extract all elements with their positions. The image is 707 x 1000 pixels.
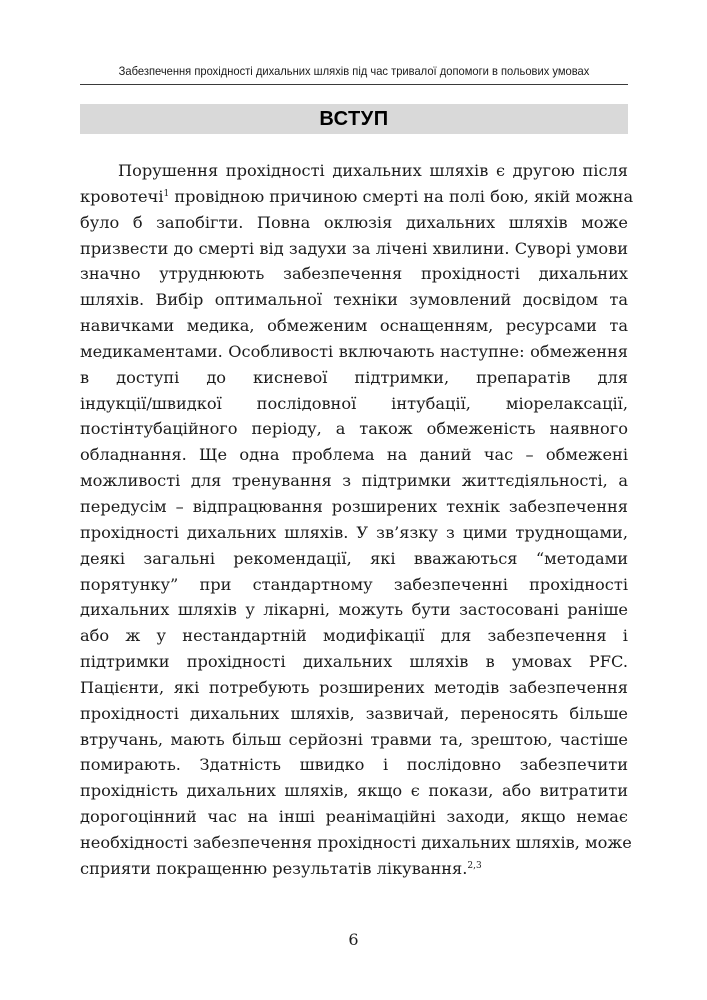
- footnote-ref: 2,3: [467, 860, 482, 871]
- text-line: втручань, мають більш серйозні травми та, зрештою, частіше: [80, 729, 628, 749]
- text-line: необхідності забезпечення прохідності дихальних шляхів, може: [80, 832, 632, 852]
- text-line: дорогоцінний час на інші реанімаційні заходи, якщо немає: [80, 807, 628, 827]
- header-rule: [80, 84, 628, 85]
- text-line: медикаментами. Особливості включають наступне: обмеження: [80, 341, 628, 361]
- running-header: Забезпечення прохідності дихальних шляхів під час тривалої допомоги в польових умовах: [118, 64, 590, 78]
- text-line: прохідність дихальних шляхів, якщо є покази, або витратити: [80, 781, 628, 801]
- text-line: [80, 184, 634, 210]
- page-number: 6: [348, 930, 359, 949]
- text-line: індукції/швидкої послідовної інтубації, міорелаксації,: [80, 393, 628, 413]
- text-line: навичками медика, обмеженим оснащенням, ресурсами та: [80, 316, 628, 336]
- section-heading-bar: [80, 104, 628, 134]
- text-line: обладнання. Ще одна проблема на даний час – обмежені: [80, 445, 628, 465]
- text-line: прохідності дихальних шляхів. У зв’язку з цими труднощами,: [80, 522, 628, 542]
- text-line: дихальних шляхів у лікарні, можуть бути застосовані раніше: [80, 600, 628, 620]
- text-line: значно утруднюють забезпечення прохідності дихальних: [80, 264, 628, 284]
- text-line: можливості для тренування з підтримки життєдіяльності, а: [80, 471, 628, 491]
- text-line: Порушення прохідності дихальних шляхів є другою після: [118, 161, 628, 180]
- footnote-ref: 1: [163, 188, 170, 199]
- text-line: Пацієнти, які потребують розширених методів забезпечення: [80, 677, 628, 697]
- text-line: помирають. Здатність швидко і послідовно забезпечити: [80, 755, 628, 775]
- text-line: підтримки прохідності дихальних шляхів в умовах PFC.: [80, 652, 628, 672]
- text-line: [80, 856, 628, 882]
- text-line: було б запобігти. Повна оклюзія дихальних шляхів може: [80, 212, 628, 232]
- text-line: шляхів. Вибір оптимальної техніки зумовлений досвідом та: [80, 290, 628, 310]
- text-fragment: провідною причиною смерті на полі бою, якій можна: [169, 186, 634, 206]
- text-line: постінтубаційного періоду, а також обмеженість наявного: [80, 419, 628, 439]
- text-line: в доступі до кисневої підтримки, препаратів для: [80, 367, 628, 387]
- section-title: ВСТУП: [319, 108, 389, 130]
- text-fragment: сприяти покращенню результатів лікування.: [80, 858, 468, 878]
- text-line: прохідності дихальних шляхів, зазвичай, переносять більше: [80, 703, 628, 723]
- text-line: порятунку” при стандартному забезпеченні прохідності: [80, 574, 628, 594]
- text-line: передусім – відпрацювання розширених технік забезпечення: [80, 496, 628, 516]
- text-line: призвести до смерті від задухи за лічені хвилини. Суворі умови: [80, 238, 628, 258]
- text-line: або ж у нестандартній модифікації для забезпечення і: [80, 626, 628, 646]
- text-line: деякі загальні рекомендації, які вважаються “методами: [80, 548, 628, 568]
- body-paragraph: [80, 158, 634, 882]
- text-fragment: кровотечі: [80, 186, 164, 206]
